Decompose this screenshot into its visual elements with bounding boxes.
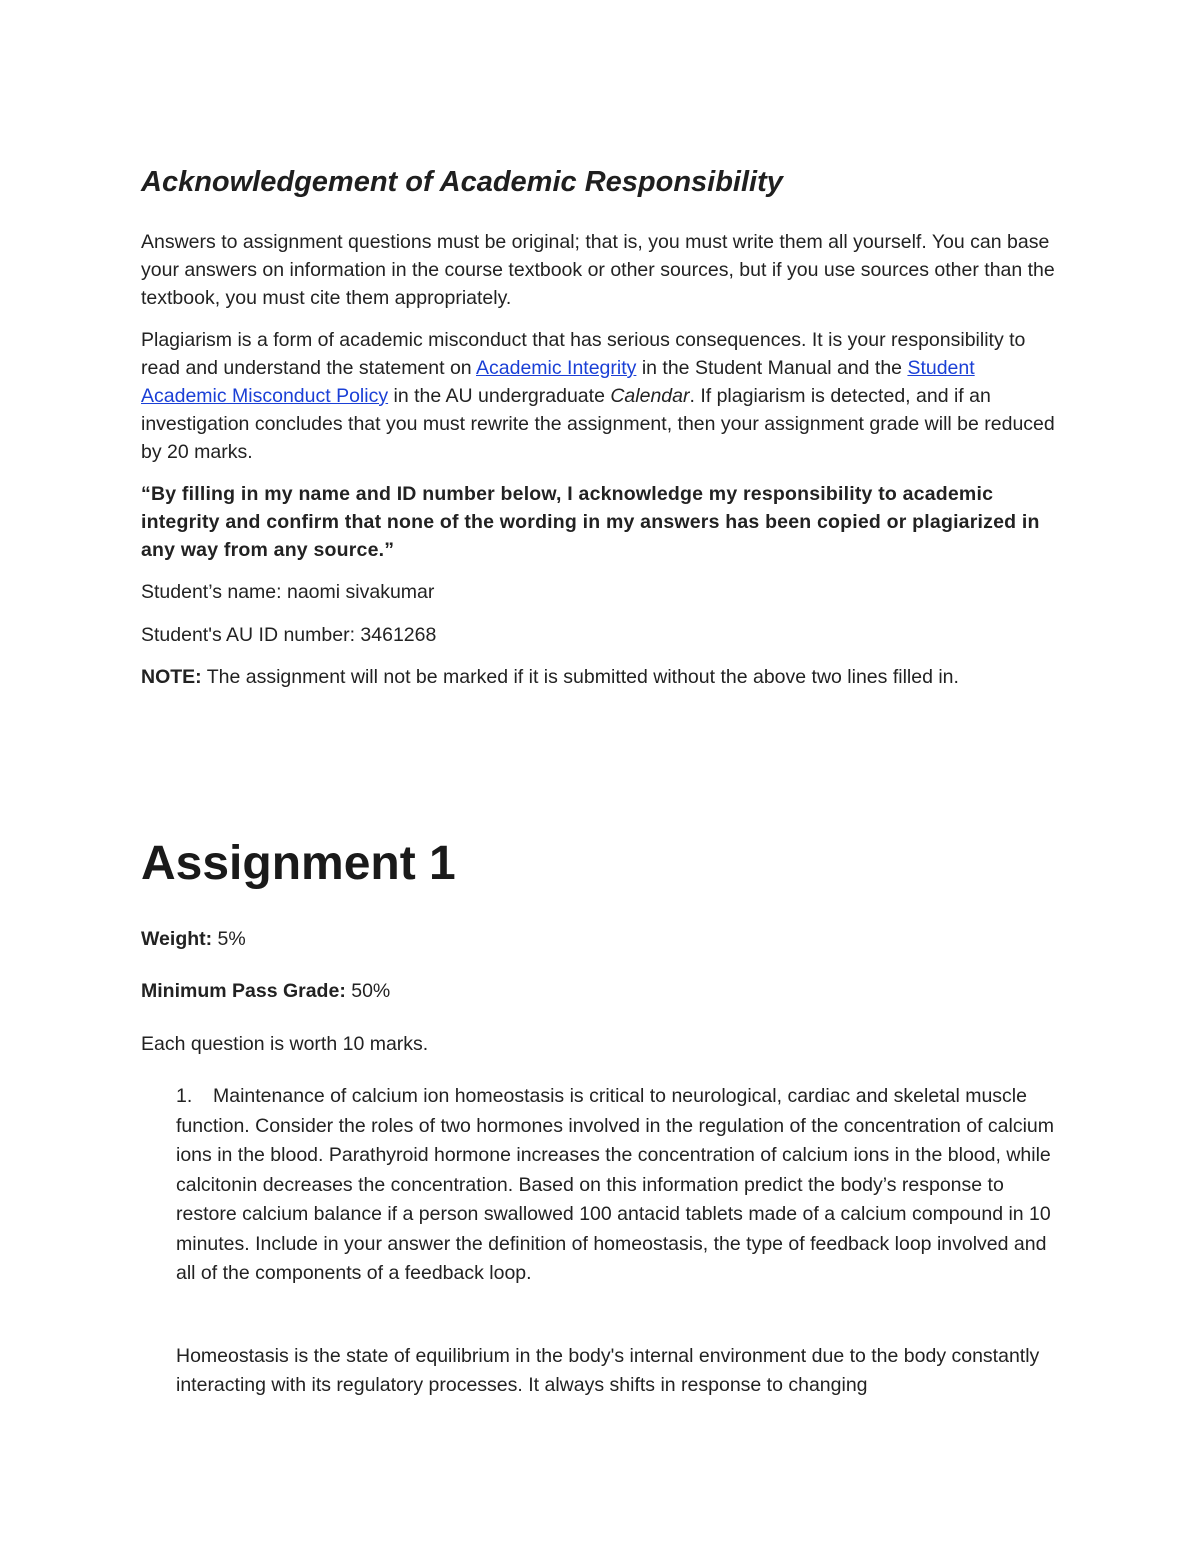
acknowledgement-title: Acknowledgement of Academic Responsibility xyxy=(141,166,783,198)
student-id-line: Student's AU ID number: 3461268 xyxy=(141,624,437,646)
min-pass-label: Minimum Pass Grade: xyxy=(141,980,346,1002)
weight-line xyxy=(141,925,1061,953)
weight-value: 5% xyxy=(212,928,246,950)
plagiarism-paragraph xyxy=(141,326,1061,466)
question-1 xyxy=(176,1082,1061,1289)
assignment-title: Assignment 1 xyxy=(141,837,456,890)
weight-label: Weight: xyxy=(141,928,213,950)
plagiarism-text-c: in the AU undergraduate xyxy=(388,385,611,407)
plagiarism-text-a: Plagiarism is a form of academic misconduct that has serious consequences. It is your responsibility to read and understand the statement on xyxy=(141,329,1026,379)
originality-paragraph: Answers to assignment questions must be original; that is, you must write them all yourself. You can base your answers on information in the course textbook or other sources, but if you use sources other than the textbook, you must cite them appropriately. xyxy=(141,231,1055,309)
answer-1-text: Homeostasis is the state of equilibrium in the body's internal environment due to the body constantly interacting with its regulatory processes. It always shifts in response to changing xyxy=(176,1345,1040,1396)
marks-note: Each question is worth 10 marks. xyxy=(141,1033,429,1055)
question-1-number: 1. xyxy=(176,1085,193,1107)
min-pass-line xyxy=(141,977,1061,1005)
student-name-line: Student’s name: naomi sivakumar xyxy=(141,581,435,603)
note-line xyxy=(141,663,1061,691)
question-1-text: Maintenance of calcium ion homeostasis is critical to neurological, cardiac and skeletal muscle function. Consider the roles of two hormones involved in the regulation of the concentration of calcium ions in the blood. Parathyroid hormone increases the concentration of calcium ions in the blood, while calcitonin decreases the concentration. Based on this information predict the body’s response to restore calcium balance if a person swallowed 100 antacid tablets made of a calcium compound in 10 minutes. Include in your answer the definition of homeostasis, the type of feedback loop involved and all of the components of a feedback loop. xyxy=(176,1085,1054,1284)
note-label: NOTE: xyxy=(141,666,202,688)
misconduct-policy-link[interactable]: Student Academic Misconduct Policy xyxy=(141,357,975,407)
min-pass-value: 50% xyxy=(345,980,391,1002)
note-text: The assignment will not be marked if it is submitted without the above two lines filled in. xyxy=(201,666,959,688)
plagiarism-text-b: in the Student Manual and the xyxy=(636,357,908,379)
plagiarism-text-d: . If plagiarism is detected, and if an investigation concludes that you must rewrite the assignment, then your assignment grade will be reduced by 20 marks. xyxy=(141,385,1055,463)
calendar-italic: Calendar xyxy=(610,385,690,407)
academic-integrity-link[interactable]: Academic Integrity xyxy=(476,357,637,379)
acknowledgement-statement: “By filling in my name and ID number below, I acknowledge my responsibility to academic integrity and confirm that none of the wording in my answers has been copied or plagiarized in any way from any source.” xyxy=(141,483,1040,561)
